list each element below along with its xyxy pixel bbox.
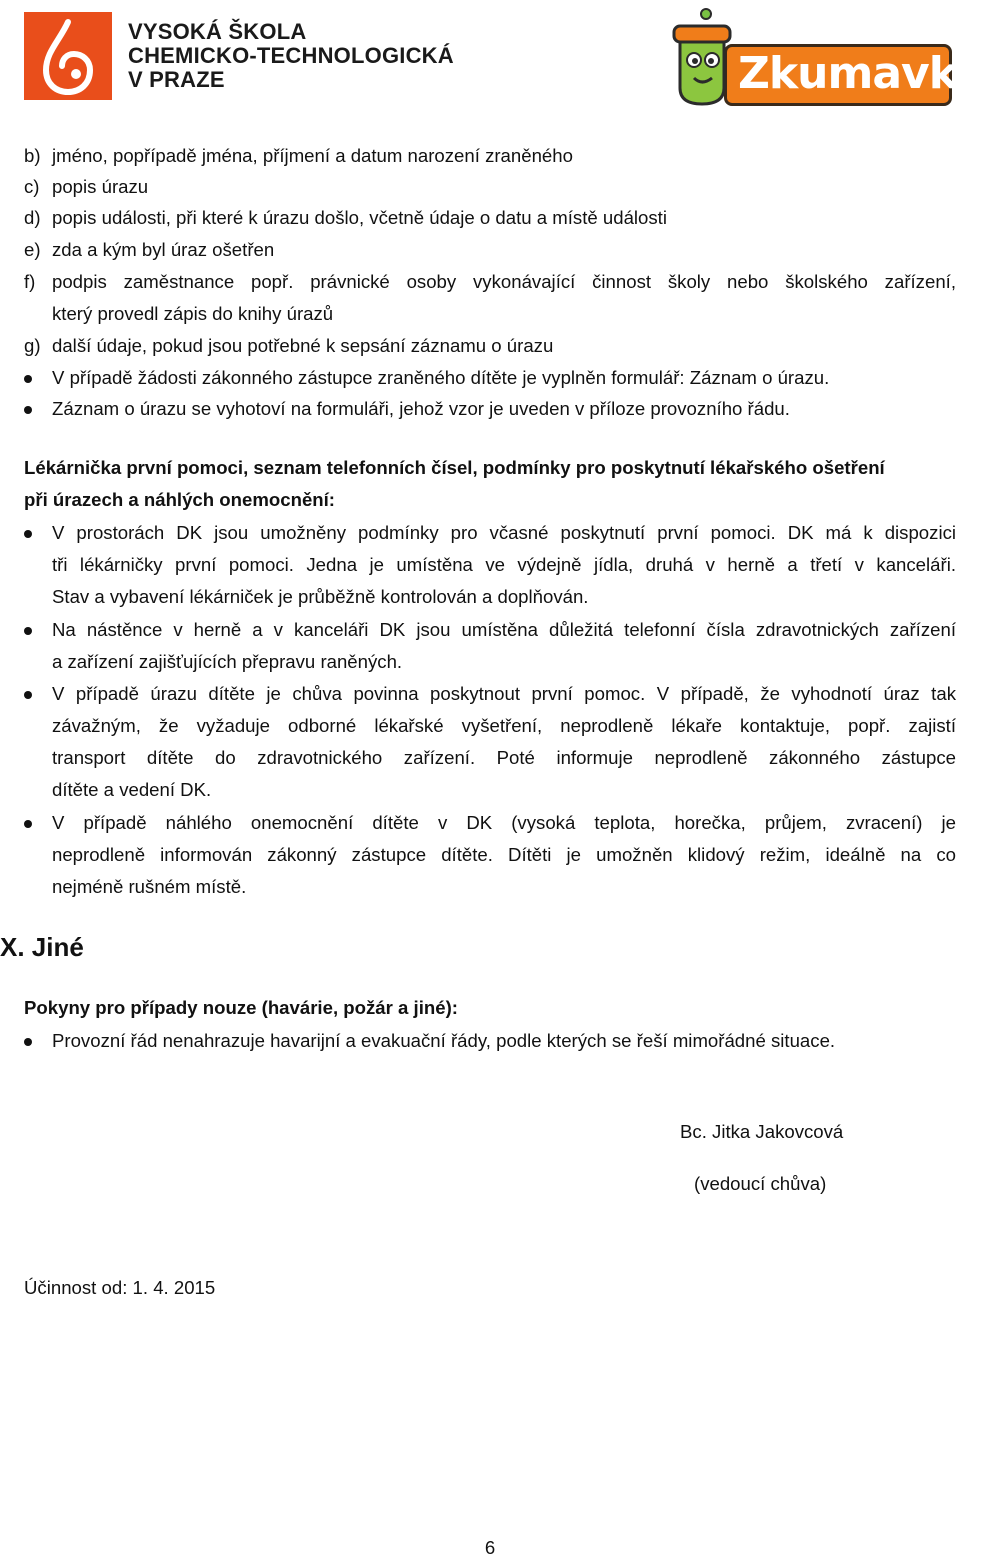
list-label-d: d) bbox=[24, 207, 41, 228]
bullet-item-form: Záznam o úrazu se vyhotoví na formuláři, jehož vzor je uveden v příloze provozního řádu. bbox=[52, 398, 790, 419]
vscht-logo bbox=[24, 12, 484, 104]
first-aid-b4-line3: nejméně rušném místě. bbox=[52, 876, 247, 897]
list-item-g: další údaje, pokud jsou potřebné k sepsání záznamu o úrazu bbox=[52, 335, 554, 356]
first-aid-b3-line3: transport dítěte do zdravotnického zařízení. Poté informuje neprodleně zákonného zástupce bbox=[52, 747, 956, 768]
bullet-icon bbox=[24, 691, 32, 699]
list-label-b: b) bbox=[24, 145, 41, 166]
first-aid-b3-line2: závažným, že vyžaduje odborné lékařské vyšetření, neprodleně lékaře kontaktuje, popř. zajistí bbox=[52, 715, 956, 736]
vscht-name bbox=[128, 20, 454, 92]
list-label-f: f) bbox=[24, 271, 36, 292]
vscht-emblem-icon bbox=[24, 12, 112, 100]
first-aid-heading-line1: Lékárnička první pomoci, seznam telefonních čísel, podmínky pro poskytnutí lékařského ošetření bbox=[24, 457, 885, 478]
bullet-icon bbox=[24, 375, 32, 383]
first-aid-b2-line1: Na nástěnce v herně a v kanceláři DK jsou umístěna důležitá telefonní čísla zdravotnických zařízení bbox=[52, 619, 956, 640]
first-aid-b3-line1: V případě úrazu dítěte je chůva povinna poskytnout první pomoc. V případě, že vyhodnotí úraz tak bbox=[52, 683, 956, 704]
first-aid-b2-line2: a zařízení zajišťujících přepravu raněných. bbox=[52, 651, 403, 672]
list-item-b: jméno, popřípadě jména, příjmení a datum narození zraněného bbox=[52, 145, 573, 166]
vscht-name-line1: VYSOKÁ ŠKOLA bbox=[128, 19, 307, 44]
first-aid-b4-line2: neprodleně informován zákonný zástupce dítěte. Dítěti je umožněn klidový režim, ideálně na co bbox=[52, 844, 956, 865]
signature-name: Bc. Jitka Jakovcová bbox=[680, 1121, 844, 1142]
list-item-c: popis úrazu bbox=[52, 176, 149, 197]
first-aid-b1-line3: Stav a vybavení lékárniček je průběžně kontrolován a doplňován. bbox=[52, 586, 589, 607]
zkumavka-logo bbox=[666, 4, 986, 108]
list-item-d: popis události, při které k úrazu došlo, včetně údaje o datu a místě události bbox=[52, 207, 667, 228]
vscht-name-line2: CHEMICKO-TECHNOLOGICKÁ bbox=[128, 43, 454, 68]
list-item-f-line2: který provedl zápis do knihy úrazů bbox=[52, 303, 334, 324]
signature-role: (vedoucí chůva) bbox=[694, 1173, 827, 1194]
list-label-c: c) bbox=[24, 176, 40, 197]
list-item-f-line1: podpis zaměstnance popř. právnické osoby vykonávající činnost školy nebo školského zařízení, bbox=[52, 271, 956, 292]
bullet-icon bbox=[24, 1038, 32, 1046]
first-aid-b1-line1: V prostorách DK jsou umožněny podmínky pro včasné poskytnutí první pomoci. DK má k dispozici bbox=[52, 522, 956, 543]
page-number: 6 bbox=[484, 1537, 496, 1558]
list-label-g: g) bbox=[24, 335, 41, 356]
list-label-e: e) bbox=[24, 239, 41, 260]
emergency-subheading: Pokyny pro případy nouze (havárie, požár a jiné): bbox=[24, 997, 458, 1018]
bullet-icon bbox=[24, 820, 32, 828]
first-aid-b1-line2: tři lékárničky první pomoci. Jedna je umístěna ve výdejně jídla, druhá v herně a třetí v kanceláři. bbox=[52, 554, 956, 575]
first-aid-b3-line4: dítěte a vedení DK. bbox=[52, 779, 212, 800]
first-aid-heading-line2: při úrazech a náhlých onemocnění: bbox=[24, 489, 336, 510]
bullet-icon bbox=[24, 530, 32, 538]
section-x-heading: X. Jiné bbox=[0, 932, 84, 962]
bullet-icon bbox=[24, 406, 32, 414]
emergency-bullet: Provozní řád nenahrazuje havarijní a evakuační řády, podle kterých se řeší mimořádné situace. bbox=[52, 1030, 836, 1051]
list-item-e: zda a kým byl úraz ošetřen bbox=[52, 239, 275, 260]
first-aid-b4-line1: V případě náhlého onemocnění dítěte v DK (vysoká teplota, horečka, průjem, zvracení) je bbox=[52, 812, 956, 833]
bullet-icon bbox=[24, 627, 32, 635]
test-tube-mascot-icon bbox=[666, 4, 746, 108]
effective-date: Účinnost od: 1. 4. 2015 bbox=[24, 1277, 216, 1298]
zkumavka-wordmark: Zkumavka bbox=[738, 48, 986, 99]
bullet-item-request: V případě žádosti zákonného zástupce zraněného dítěte je vyplněn formulář: Záznam o úrazu. bbox=[52, 367, 830, 388]
vscht-name-line3: V PRAZE bbox=[128, 67, 225, 92]
